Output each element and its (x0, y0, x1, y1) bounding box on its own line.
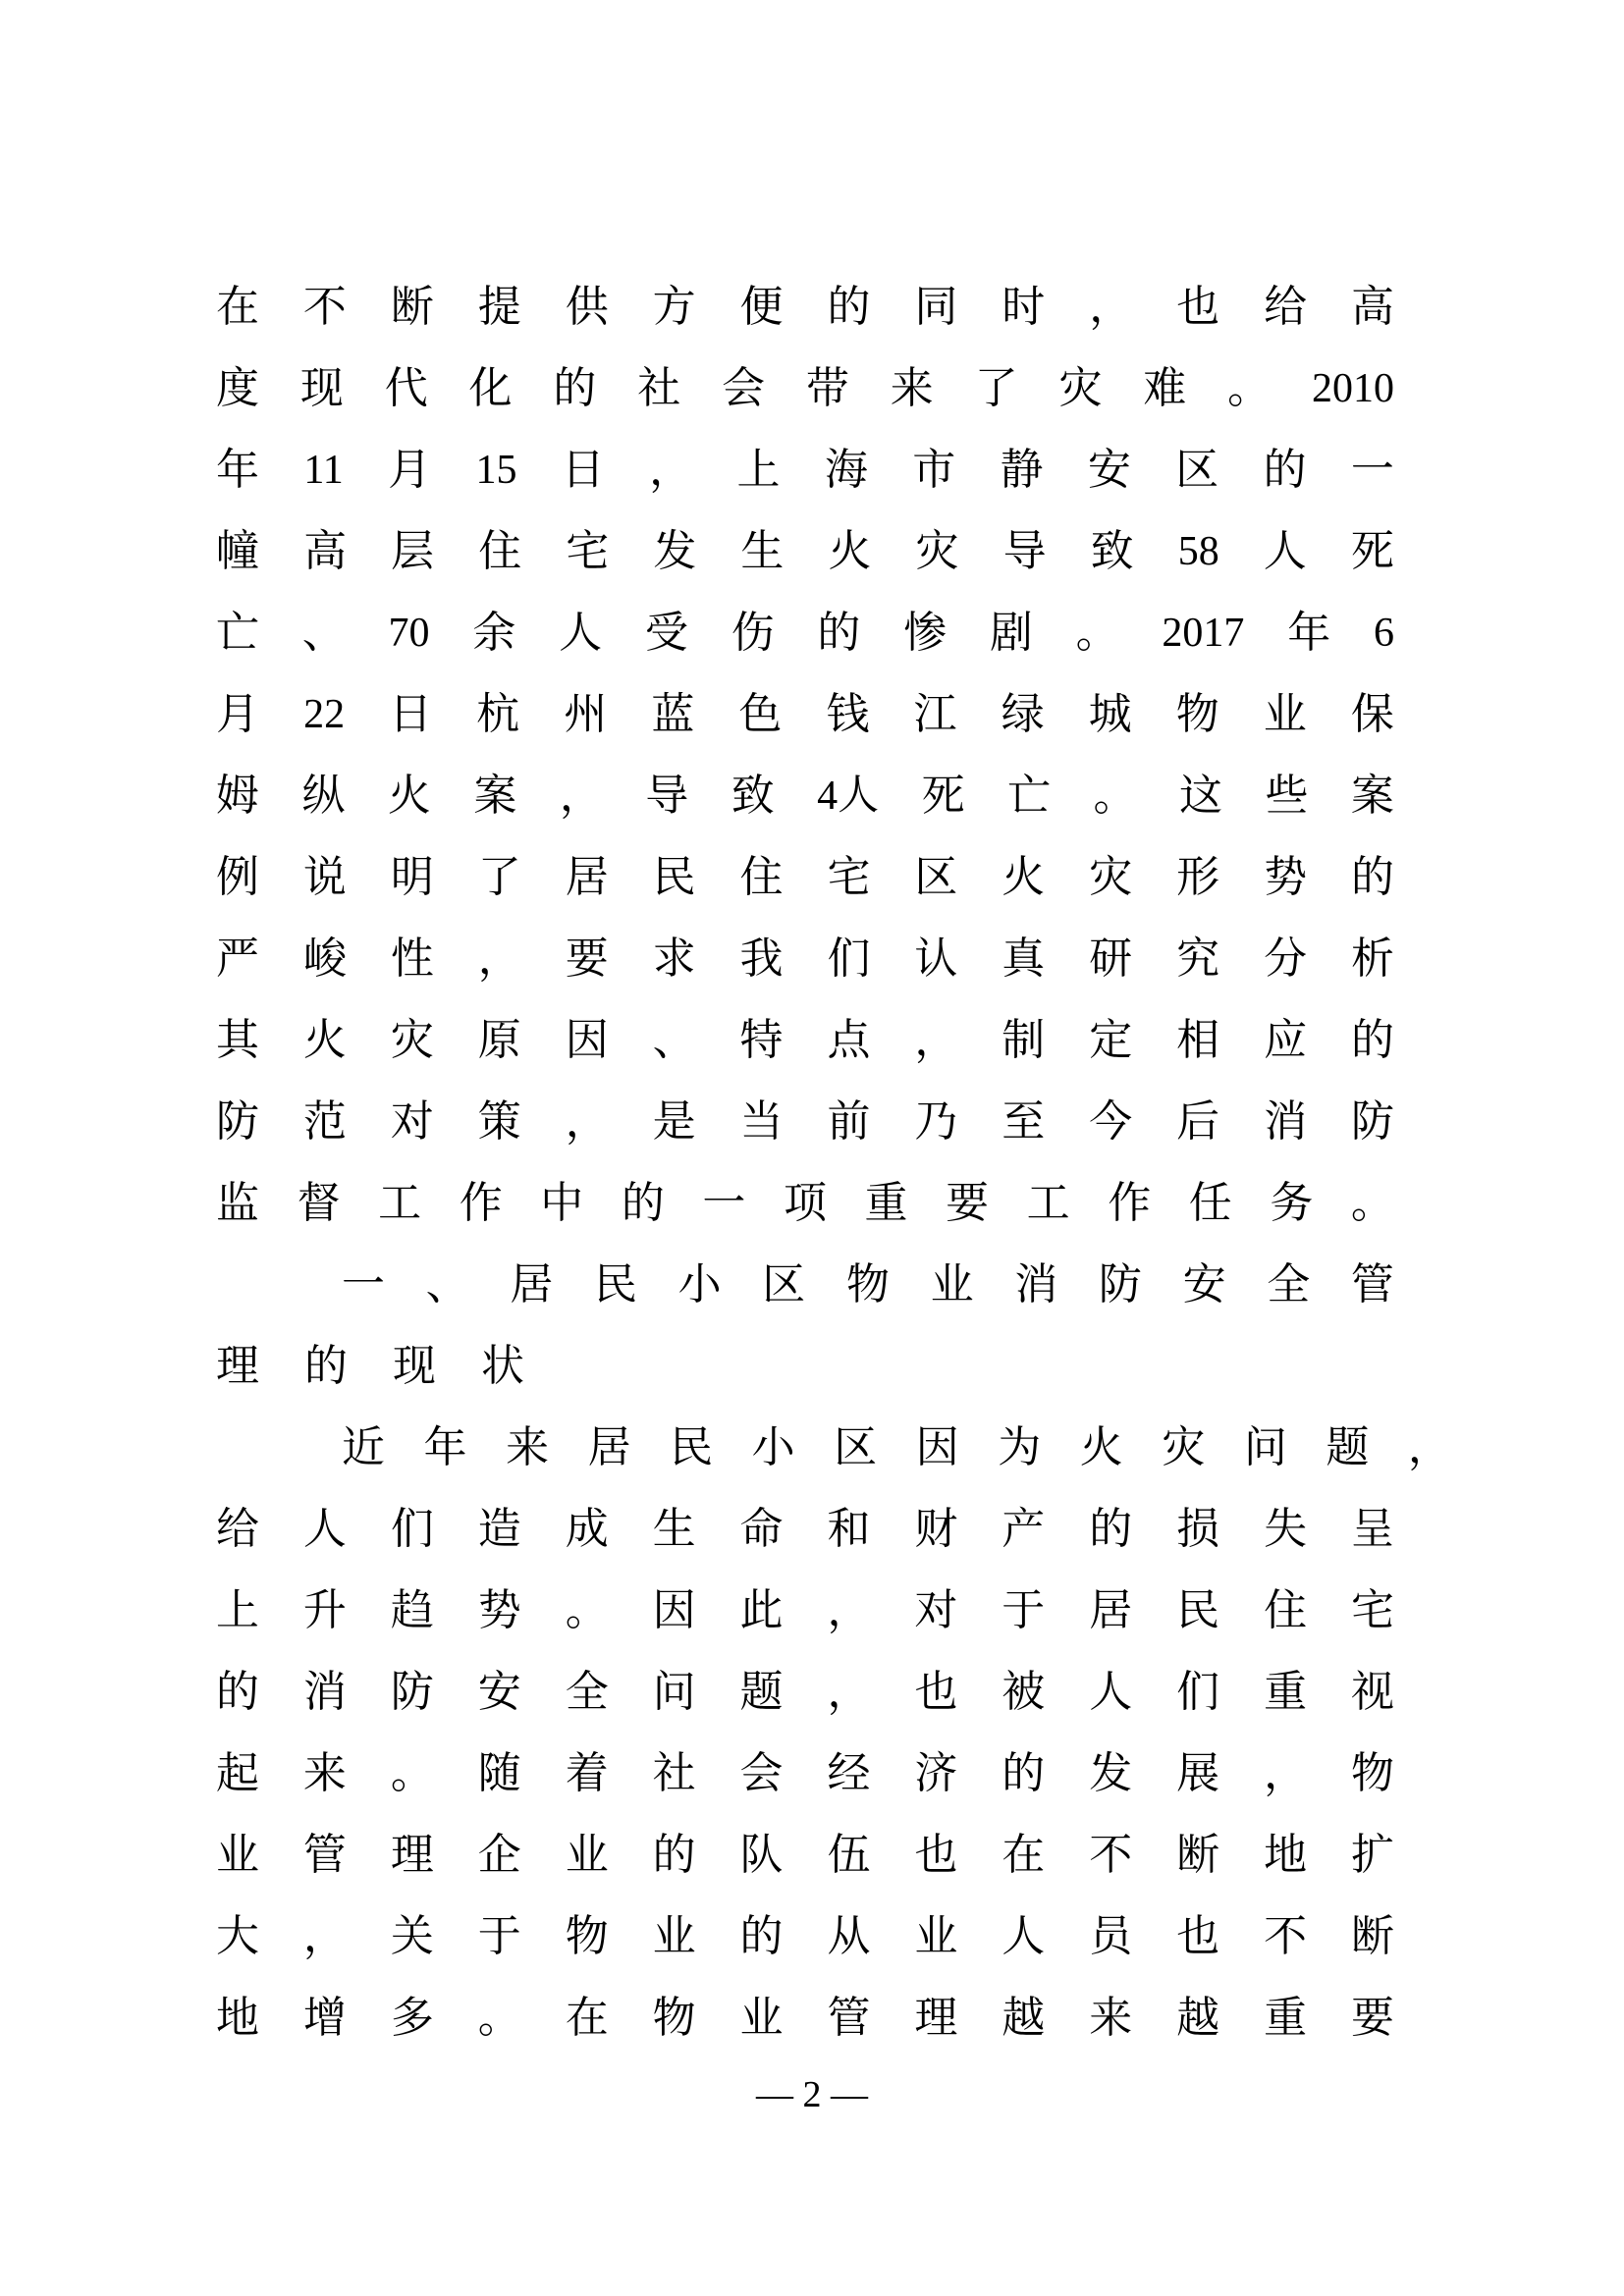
text-line: 度 现 代 化 的 社 会 带 来 了 灾 难 。 2010 (216, 363, 1394, 413)
text-line: 亡 、 70 余 人 受 伤 的 惨 剧 。 2017 年 6 (216, 608, 1394, 658)
text-line: 其 火 灾 原 因 、 特 点 ， 制 定 相 应 的 (216, 1015, 1394, 1065)
text-line: 监 督 工 作 中 的 一 项 重 要 工 作 任 务 。 (216, 1178, 1394, 1228)
text-line: 防 范 对 策 ， 是 当 前 乃 至 今 后 消 防 (216, 1096, 1394, 1147)
text-line: 姆 纵 火 案 ， 导 致 4人 死 亡 。 这 些 案 (216, 771, 1394, 821)
text-line: 大 ， 关 于 物 业 的 从 业 人 员 也 不 断 (216, 1911, 1394, 1961)
section-heading-line: 一 、 居 民 小 区 物 业 消 防 安 全 管 (342, 1259, 1394, 1309)
text-line: 给 人 们 造 成 生 命 和 财 产 的 损 失 呈 (216, 1504, 1394, 1554)
text-line: 近 年 来 居 民 小 区 因 为 火 灾 问 题 ， (342, 1422, 1451, 1472)
text-line: 严 峻 性 ， 要 求 我 们 认 真 研 究 分 析 (216, 934, 1394, 984)
page-number: — 2 — (756, 2074, 868, 2115)
text-line: 的 消 防 安 全 问 题 ， 也 被 人 们 重 视 (216, 1667, 1394, 1717)
text-line: 年 11 月 15 日 ， 上 海 市 静 安 区 的 一 (216, 445, 1394, 495)
text-line: 例 说 明 了 居 民 住 宅 区 火 灾 形 势 的 (216, 852, 1394, 902)
text-line: 月 22 日 杭 州 蓝 色 钱 江 绿 城 物 业 保 (216, 689, 1394, 739)
text-line: 地 增 多 。 在 物 业 管 理 越 来 越 重 要 (216, 1993, 1394, 2043)
section-heading-line: 理 的 现 状 (216, 1341, 524, 1391)
text-line: 业 管 理 企 业 的 队 伍 也 在 不 断 地 扩 (216, 1830, 1394, 1880)
text-line: 起 来 。 随 着 社 会 经 济 的 发 展 ， 物 (216, 1748, 1394, 1798)
text-line: 上 升 趋 势 。 因 此 ， 对 于 居 民 住 宅 (216, 1585, 1394, 1635)
text-line: 幢 高 层 住 宅 发 生 火 灾 导 致 58 人 死 (216, 526, 1394, 576)
text-line: 在 不 断 提 供 方 便 的 同 时 ， 也 给 高 (216, 282, 1394, 332)
